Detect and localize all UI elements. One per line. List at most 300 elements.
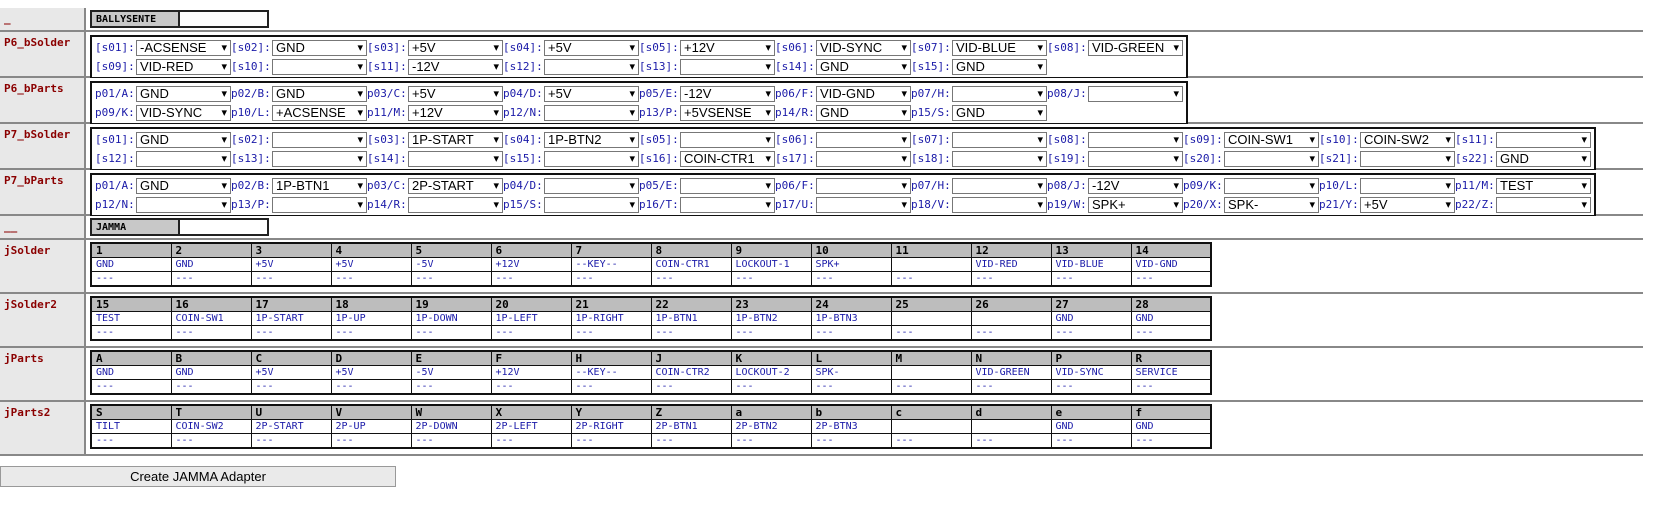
pin-field	[1455, 132, 1591, 148]
pin-field	[911, 197, 1047, 213]
pin-signal-select[interactable]	[1360, 151, 1455, 167]
pin-field	[775, 40, 911, 56]
pin-mapping: ---	[971, 326, 1051, 340]
pin-signal-select[interactable]	[952, 197, 1047, 213]
pin-assignment-box	[90, 173, 1596, 217]
pin-signal-select[interactable]	[952, 151, 1047, 167]
pin-signal: TEST	[91, 312, 171, 326]
pin-signal-select[interactable]	[1224, 151, 1319, 167]
pin-signal-select[interactable]: +12V ▾	[408, 105, 503, 121]
pin-number: 14	[1131, 243, 1211, 258]
pin-mapping: ---	[731, 326, 811, 340]
pin-signal: GND	[91, 258, 171, 272]
pin-number: 12	[971, 243, 1051, 258]
pin-signal: LOCKOUT-1	[731, 258, 811, 272]
connector-name-label: BALLYSENTE	[90, 10, 178, 28]
pin-label: [s05]:	[639, 133, 679, 146]
pin-signal: GND	[91, 366, 171, 380]
pin-number: 26	[971, 297, 1051, 312]
pin-signal-select[interactable]: COIN-SW2 ▾	[1360, 132, 1455, 148]
pin-mapping: ---	[1051, 272, 1131, 286]
pin-signal: 1P-DOWN	[411, 312, 491, 326]
pin-signal-select[interactable]: TEST ▾	[1496, 178, 1591, 194]
pin-mapping: ---	[171, 326, 251, 340]
pin-label: [s07]:	[911, 41, 951, 54]
pin-signal-select[interactable]: -ACSENSE ▾	[136, 40, 231, 56]
pin-label: p12/N:	[95, 198, 135, 211]
pin-label: [s17]:	[775, 152, 815, 165]
jamma-row-jparts	[0, 348, 1643, 402]
jamma-pin-table	[90, 296, 1212, 341]
pin-field	[1047, 151, 1183, 167]
pin-label: p20/X:	[1183, 198, 1223, 211]
pin-label: [s18]:	[911, 152, 951, 165]
pin-signal-select[interactable]: -12V ▾	[680, 86, 775, 102]
pin-mapping: ---	[891, 272, 971, 286]
pin-number: B	[171, 351, 251, 366]
pin-signal: --KEY--	[571, 366, 651, 380]
pin-mapping: ---	[411, 272, 491, 286]
pin-label: p01/A:	[95, 87, 135, 100]
pin-field	[1455, 197, 1591, 213]
pin-signal-select[interactable]	[1496, 132, 1591, 148]
pin-field	[95, 151, 231, 167]
pin-signal	[891, 420, 971, 434]
pin-label: p07/H:	[911, 179, 951, 192]
adapter-form	[0, 8, 1643, 456]
pin-signal-select[interactable]: +ACSENSE ▾	[272, 105, 367, 121]
pin-number: T	[171, 405, 251, 420]
pin-signal-select[interactable]	[136, 151, 231, 167]
pin-mapping: ---	[1131, 326, 1211, 340]
pin-number: 17	[251, 297, 331, 312]
pin-assignment-box	[90, 127, 1596, 171]
section-header-jamma	[0, 216, 1643, 240]
pin-field	[911, 105, 1047, 121]
pin-number: 3	[251, 243, 331, 258]
pin-label: p14/R:	[775, 106, 815, 119]
pin-field	[95, 59, 231, 75]
pin-label: [s12]:	[503, 60, 543, 73]
pin-field	[503, 40, 639, 56]
pin-mapping: ---	[811, 434, 891, 448]
pin-signal: COIN-CTR2	[651, 366, 731, 380]
pin-signal-select[interactable]: GND ▾	[1496, 151, 1591, 167]
pin-signal-select[interactable]: 1P-START ▾	[408, 132, 503, 148]
pin-number: L	[811, 351, 891, 366]
pin-number: V	[331, 405, 411, 420]
pin-signal-select[interactable]: +12V ▾	[680, 40, 775, 56]
pin-field	[911, 59, 1047, 75]
pin-signal: 1P-LEFT	[491, 312, 571, 326]
pin-signal-select[interactable]	[1088, 132, 1183, 148]
pin-label: p13/P:	[639, 106, 679, 119]
pin-signal: SPK-	[811, 366, 891, 380]
pin-mapping: ---	[891, 326, 971, 340]
pin-signal: SERVICE	[1131, 366, 1211, 380]
pin-label: p09/K:	[95, 106, 135, 119]
row-label: jSolder2	[0, 294, 86, 346]
pin-signal-select[interactable]	[408, 151, 503, 167]
pin-label: [s16]:	[639, 152, 679, 165]
pin-row-p7-bsolder	[0, 124, 1643, 170]
pin-label: [s01]:	[95, 133, 135, 146]
pin-label: p08/J:	[1047, 87, 1087, 100]
pin-number: 20	[491, 297, 571, 312]
pin-number: 25	[891, 297, 971, 312]
pin-signal: VID-RED	[971, 258, 1051, 272]
pin-signal-select[interactable]	[680, 197, 775, 213]
pin-number: J	[651, 351, 731, 366]
pin-signal: TILT	[91, 420, 171, 434]
jamma-pin-table	[90, 350, 1212, 395]
pin-field	[775, 197, 911, 213]
pin-signal: +5V	[251, 366, 331, 380]
pin-number: 1	[91, 243, 171, 258]
pin-signal: COIN-SW1	[171, 312, 251, 326]
pin-signal-select[interactable]: SPK+ ▾	[1088, 197, 1183, 213]
pin-signal	[891, 258, 971, 272]
pin-field	[911, 132, 1047, 148]
pin-field	[95, 132, 231, 148]
pin-mapping: ---	[491, 272, 571, 286]
pin-signal-select[interactable]: GND ▾	[136, 86, 231, 102]
pin-mapping: ---	[331, 326, 411, 340]
pin-number: 5	[411, 243, 491, 258]
pin-mapping: ---	[491, 434, 571, 448]
pin-number: P	[1051, 351, 1131, 366]
pin-number: 22	[651, 297, 731, 312]
pin-mapping: ---	[251, 434, 331, 448]
pin-field	[1183, 178, 1319, 194]
pin-signal-select[interactable]: COIN-CTR1 ▾	[680, 151, 775, 167]
pin-field	[231, 197, 367, 213]
pin-signal: 1P-UP	[331, 312, 411, 326]
pin-mapping: ---	[731, 380, 811, 394]
pin-label: p07/H:	[911, 87, 951, 100]
pin-mapping: ---	[571, 434, 651, 448]
pin-field	[911, 151, 1047, 167]
pin-label: [s22]:	[1455, 152, 1495, 165]
pin-assignment-box	[90, 35, 1188, 79]
pin-mapping: ---	[651, 434, 731, 448]
pin-signal: GND	[1131, 312, 1211, 326]
pin-signal-select[interactable]: +5V ▾	[408, 40, 503, 56]
pin-label: p05/E:	[639, 87, 679, 100]
pin-signal: COIN-SW2	[171, 420, 251, 434]
pin-signal-select[interactable]	[952, 132, 1047, 148]
pin-field	[911, 178, 1047, 194]
pin-signal-select[interactable]	[680, 132, 775, 148]
pin-signal-select[interactable]	[1224, 178, 1319, 194]
section-label: __	[0, 216, 86, 238]
pin-signal-select[interactable]	[544, 105, 639, 121]
pin-signal: GND	[171, 258, 251, 272]
jamma-row-jsolder2	[0, 294, 1643, 348]
pin-label: [s02]:	[231, 41, 271, 54]
pin-signal-select[interactable]: GND ▾	[272, 40, 367, 56]
pin-number: A	[91, 351, 171, 366]
jamma-row-jparts2	[0, 402, 1643, 456]
pin-signal-select[interactable]: VID-SYNC ▾	[136, 105, 231, 121]
pin-signal: VID-GND	[1131, 258, 1211, 272]
pin-field	[1183, 151, 1319, 167]
pin-field	[231, 86, 367, 102]
pin-label: p12/N:	[503, 106, 543, 119]
pin-signal-select[interactable]	[1088, 86, 1183, 102]
pin-field	[503, 132, 639, 148]
pin-mapping: ---	[91, 272, 171, 286]
pin-signal-select[interactable]: -12V ▾	[408, 59, 503, 75]
pin-field	[367, 197, 503, 213]
pin-mapping: ---	[491, 326, 571, 340]
pin-signal-select[interactable]: 2P-START ▾	[408, 178, 503, 194]
pin-signal-select[interactable]	[272, 197, 367, 213]
pin-signal-select[interactable]	[272, 59, 367, 75]
pin-label: [s13]:	[231, 152, 271, 165]
pin-signal-select[interactable]: VID-GND ▾	[816, 86, 911, 102]
pin-row-p6-bparts	[0, 78, 1643, 124]
pin-label: p10/L:	[231, 106, 271, 119]
pin-field	[1047, 178, 1183, 194]
create-jamma-adapter-button[interactable]: Create JAMMA Adapter	[0, 466, 396, 487]
pin-field	[503, 178, 639, 194]
pin-mapping: ---	[731, 434, 811, 448]
pin-signal-select[interactable]: COIN-SW1 ▾	[1224, 132, 1319, 148]
pin-signal: GND	[1051, 420, 1131, 434]
pin-signal: 1P-RIGHT	[571, 312, 651, 326]
pin-label: p14/R:	[367, 198, 407, 211]
pin-signal: VID-BLUE	[1051, 258, 1131, 272]
pin-label: [s12]:	[95, 152, 135, 165]
pin-signal-select[interactable]	[816, 132, 911, 148]
pin-label: [s14]:	[367, 152, 407, 165]
pin-mapping: ---	[1131, 272, 1211, 286]
pin-signal-select[interactable]: 1P-BTN2 ▾	[544, 132, 639, 148]
pin-signal-select[interactable]	[408, 197, 503, 213]
pin-label: p02/B:	[231, 179, 271, 192]
pin-field	[775, 59, 911, 75]
pin-signal-select[interactable]: GND ▾	[952, 59, 1047, 75]
pin-number: 23	[731, 297, 811, 312]
row-label: P7_bSolder	[0, 124, 86, 168]
pin-signal-select[interactable]: VID-BLUE ▾	[952, 40, 1047, 56]
pin-signal-select[interactable]: +5V ▾	[1360, 197, 1455, 213]
pin-label: p04/D:	[503, 179, 543, 192]
connector-name-input[interactable]	[178, 218, 269, 236]
pin-signal-select[interactable]	[544, 59, 639, 75]
section-label: _	[0, 8, 86, 30]
pin-field	[775, 105, 911, 121]
pin-signal-select[interactable]: VID-RED ▾	[136, 59, 231, 75]
pin-mapping: ---	[171, 272, 251, 286]
pin-assignment-box	[90, 81, 1188, 125]
pin-number: D	[331, 351, 411, 366]
pin-mapping: ---	[411, 380, 491, 394]
pin-signal-select[interactable]	[952, 178, 1047, 194]
pin-label: [s04]:	[503, 133, 543, 146]
pin-signal-select[interactable]: +5V ▾	[544, 86, 639, 102]
pin-signal-select[interactable]: GND ▾	[136, 132, 231, 148]
pin-signal: GND	[1131, 420, 1211, 434]
pin-mapping: ---	[971, 272, 1051, 286]
pin-mapping: ---	[411, 326, 491, 340]
pin-signal-select[interactable]	[272, 132, 367, 148]
pin-signal-select[interactable]	[816, 197, 911, 213]
pin-signal-select[interactable]	[952, 86, 1047, 102]
pin-label: [s03]:	[367, 41, 407, 54]
pin-label: [s01]:	[95, 41, 135, 54]
pin-number: 16	[171, 297, 251, 312]
pin-mapping: ---	[651, 272, 731, 286]
pin-signal-select[interactable]	[1360, 178, 1455, 194]
pin-number: 6	[491, 243, 571, 258]
pin-mapping: ---	[331, 380, 411, 394]
pin-field	[775, 151, 911, 167]
pin-label: p19/W:	[1047, 198, 1087, 211]
pin-field	[1047, 40, 1183, 56]
pin-field	[503, 59, 639, 75]
pin-signal-select[interactable]	[1496, 197, 1591, 213]
pin-label: [s15]:	[503, 152, 543, 165]
pin-signal-select[interactable]	[272, 151, 367, 167]
pin-number: K	[731, 351, 811, 366]
pin-field	[1319, 151, 1455, 167]
pin-mapping: ---	[971, 434, 1051, 448]
pin-signal	[971, 312, 1051, 326]
pin-mapping: ---	[331, 272, 411, 286]
pin-mapping: ---	[251, 272, 331, 286]
pin-field	[95, 105, 231, 121]
pin-label: [s08]:	[1047, 41, 1087, 54]
pin-signal-select[interactable]	[1088, 151, 1183, 167]
pin-label: [s14]:	[775, 60, 815, 73]
pin-signal: COIN-CTR1	[651, 258, 731, 272]
jamma-row-jsolder	[0, 240, 1643, 294]
pin-signal: 2P-BTN1	[651, 420, 731, 434]
pin-mapping: ---	[91, 434, 171, 448]
pin-signal: 2P-RIGHT	[571, 420, 651, 434]
pin-number: 18	[331, 297, 411, 312]
pin-signal-select[interactable]	[680, 178, 775, 194]
pin-number: 19	[411, 297, 491, 312]
pin-number: 13	[1051, 243, 1131, 258]
pin-label: [s21]:	[1319, 152, 1359, 165]
pin-number: X	[491, 405, 571, 420]
pin-signal	[891, 312, 971, 326]
pin-label: p18/V:	[911, 198, 951, 211]
pin-signal-select[interactable]: -12V ▾	[1088, 178, 1183, 194]
pin-mapping: ---	[1131, 434, 1211, 448]
pin-number: C	[251, 351, 331, 366]
pin-number: 27	[1051, 297, 1131, 312]
pin-label: p04/D:	[503, 87, 543, 100]
pin-number: 10	[811, 243, 891, 258]
pin-number: S	[91, 405, 171, 420]
pin-signal: 2P-UP	[331, 420, 411, 434]
pin-signal: GND	[1051, 312, 1131, 326]
pin-label: p10/L:	[1319, 179, 1359, 192]
pin-signal: +5V	[331, 258, 411, 272]
pin-label: p02/B:	[231, 87, 271, 100]
pin-signal-select[interactable]	[544, 178, 639, 194]
pin-field	[1455, 151, 1591, 167]
pin-mapping: ---	[91, 326, 171, 340]
pin-mapping: ---	[811, 380, 891, 394]
pin-mapping: ---	[171, 434, 251, 448]
pin-field	[231, 105, 367, 121]
pin-signal-select[interactable]: +5VSENSE ▾	[680, 105, 775, 121]
pin-number: 28	[1131, 297, 1211, 312]
pin-signal: SPK+	[811, 258, 891, 272]
row-label: P7_bParts	[0, 170, 86, 214]
pin-signal-select[interactable]: VID-GREEN ▾	[1088, 40, 1183, 56]
pin-field	[95, 40, 231, 56]
pin-signal-select[interactable]	[544, 197, 639, 213]
pin-label: p16/T:	[639, 198, 679, 211]
pin-signal-select[interactable]	[544, 151, 639, 167]
pin-field	[503, 105, 639, 121]
pin-field	[503, 151, 639, 167]
pin-number: d	[971, 405, 1051, 420]
pin-signal: 1P-BTN1	[651, 312, 731, 326]
pin-signal-select[interactable]	[816, 151, 911, 167]
pin-signal: 2P-BTN2	[731, 420, 811, 434]
pin-label: [s19]:	[1047, 152, 1087, 165]
pin-mapping: ---	[1131, 380, 1211, 394]
pin-signal-select[interactable]: SPK- ▾	[1224, 197, 1319, 213]
pin-label: [s07]:	[911, 133, 951, 146]
pin-signal-select[interactable]	[680, 59, 775, 75]
pin-number: 8	[651, 243, 731, 258]
pin-signal-select[interactable]: 1P-BTN1 ▾	[272, 178, 367, 194]
pin-signal-select[interactable]: GND ▾	[136, 178, 231, 194]
pin-mapping: ---	[651, 380, 731, 394]
pin-field	[367, 59, 503, 75]
pin-number: 15	[91, 297, 171, 312]
pin-field	[503, 197, 639, 213]
pin-field	[231, 40, 367, 56]
pin-signal-select[interactable]: +5V ▾	[544, 40, 639, 56]
pin-signal-select[interactable]: GND ▾	[272, 86, 367, 102]
pin-signal-select[interactable]: GND ▾	[816, 105, 911, 121]
pin-signal-select[interactable]	[816, 178, 911, 194]
pin-signal-select[interactable]	[136, 197, 231, 213]
pin-number: 21	[571, 297, 651, 312]
pin-number: 2	[171, 243, 251, 258]
pin-field	[639, 151, 775, 167]
pin-field	[911, 40, 1047, 56]
pin-signal-select[interactable]: GND ▾	[952, 105, 1047, 121]
pin-label: p13/P:	[231, 198, 271, 211]
connector-name-input[interactable]	[178, 10, 269, 28]
pin-signal-select[interactable]: GND ▾	[816, 59, 911, 75]
pin-signal-select[interactable]: +5V ▾	[408, 86, 503, 102]
pin-signal-select[interactable]: VID-SYNC ▾	[816, 40, 911, 56]
pin-label: [s08]:	[1047, 133, 1087, 146]
pin-field	[231, 132, 367, 148]
pin-mapping: ---	[731, 272, 811, 286]
pin-field	[1183, 132, 1319, 148]
pin-number: H	[571, 351, 651, 366]
pin-number: a	[731, 405, 811, 420]
pin-mapping: ---	[571, 272, 651, 286]
pin-mapping: ---	[91, 380, 171, 394]
pin-number: R	[1131, 351, 1211, 366]
pin-label: p05/E:	[639, 179, 679, 192]
pin-signal: +12V	[491, 366, 571, 380]
pin-number: 24	[811, 297, 891, 312]
